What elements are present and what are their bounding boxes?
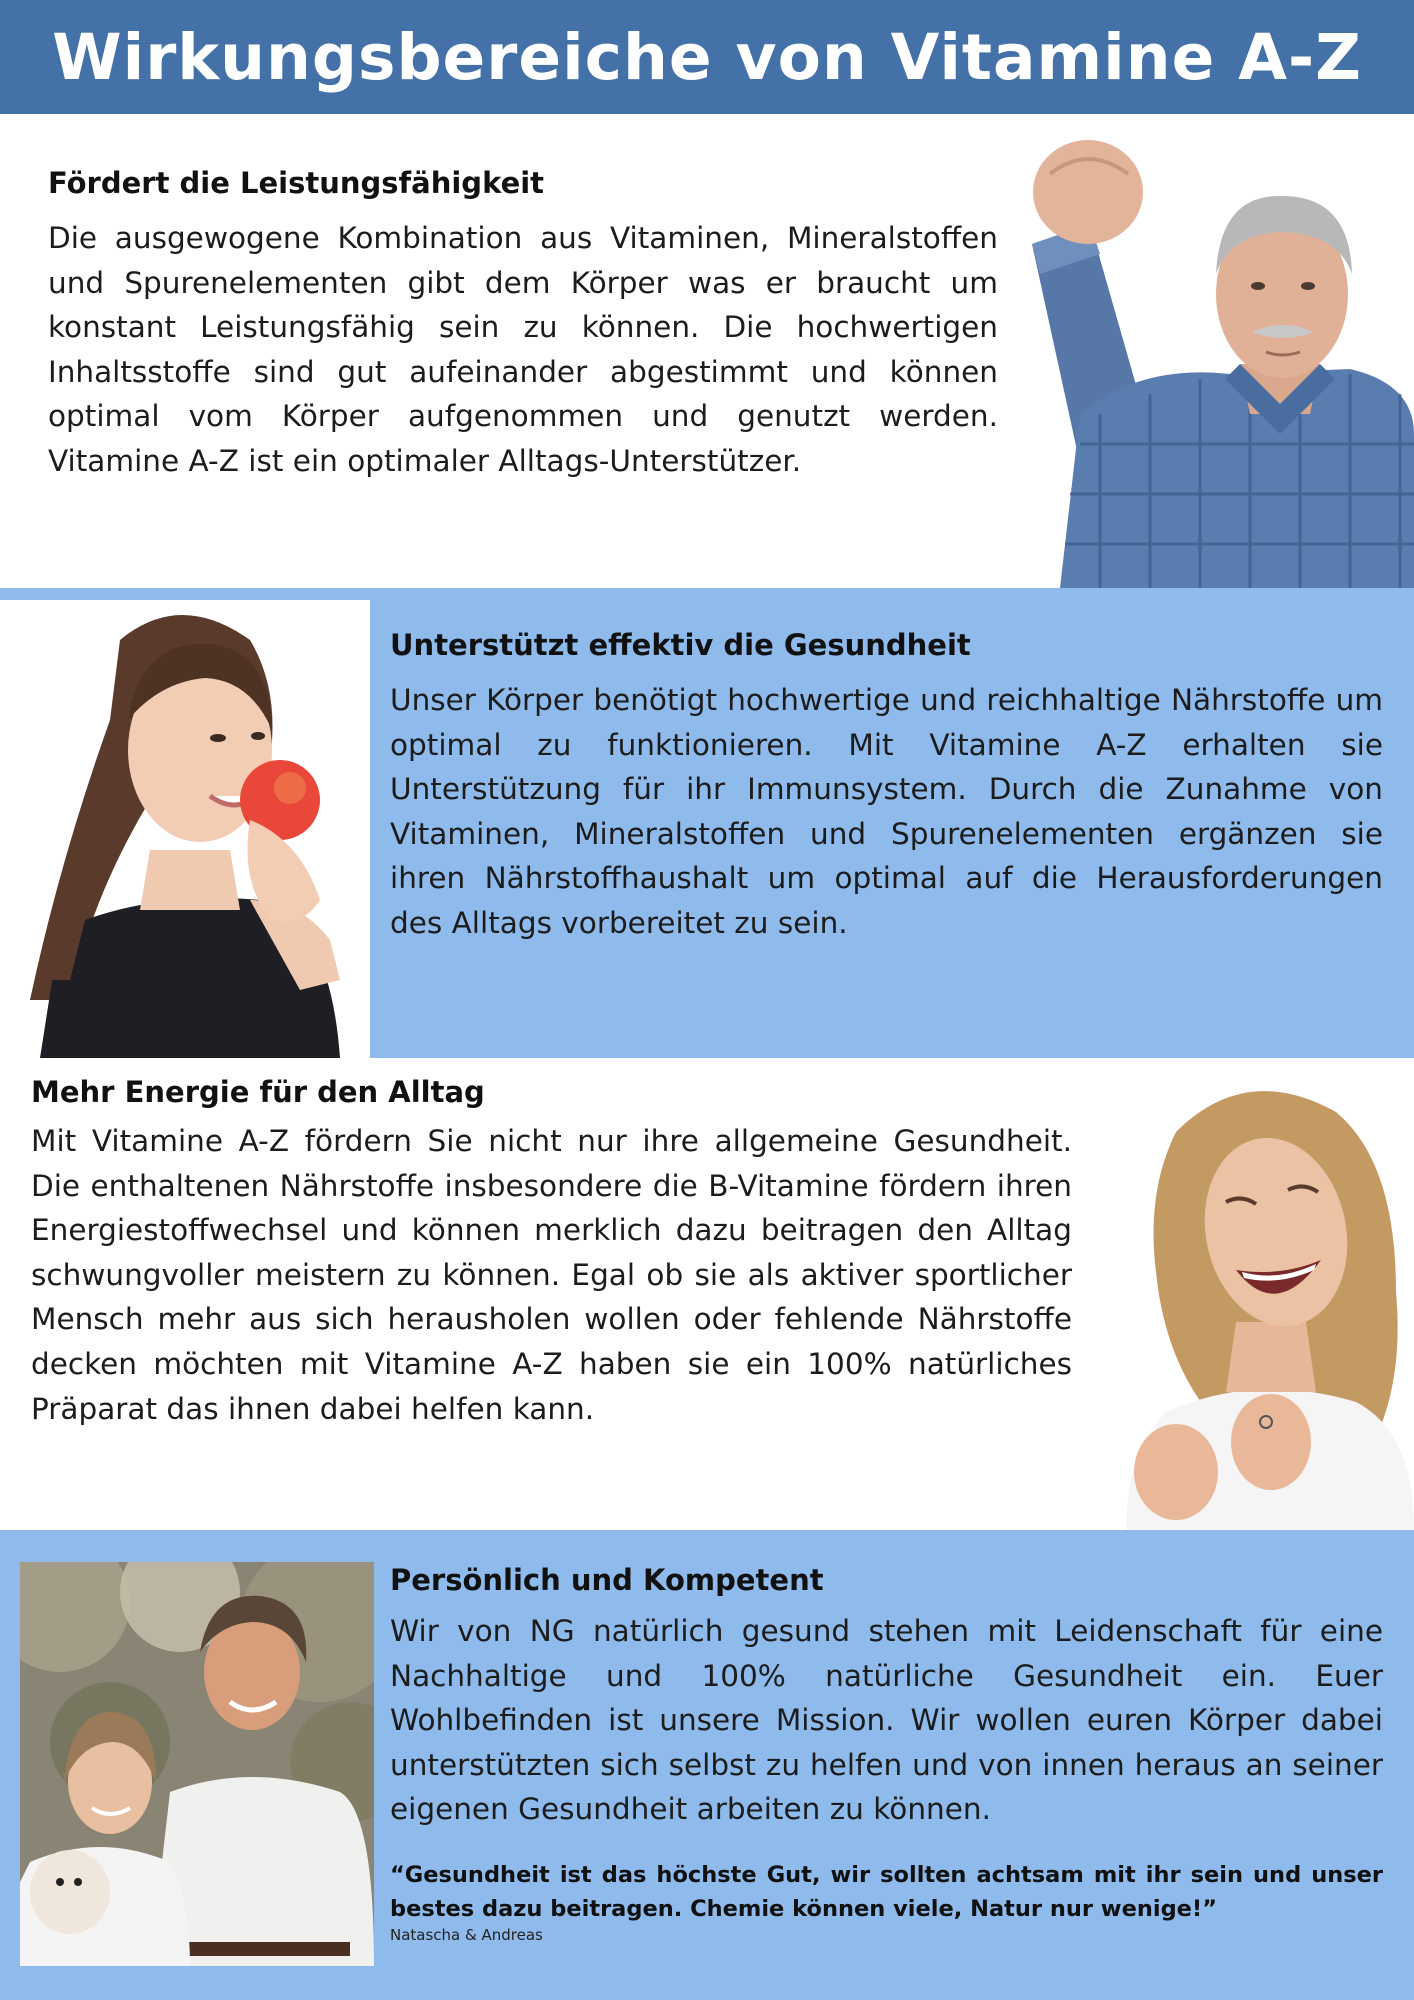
page-title: Wirkungsbereiche von Vitamine A-Z xyxy=(52,20,1362,94)
performance-text-block xyxy=(48,166,998,484)
quote-signature: Natascha & Andreas xyxy=(390,1925,543,1944)
senior-man-illustration xyxy=(1020,134,1414,588)
cheering-woman-photo xyxy=(1106,1072,1414,1530)
health-heading: Unterstützt effektiv die Gesundheit xyxy=(390,628,971,662)
performance-heading: Fördert die Leistungsfähigkeit xyxy=(48,166,545,200)
section-personal xyxy=(0,1530,1414,2000)
section-energy xyxy=(0,1058,1414,1530)
founders-quote: “Gesundheit ist das höchste Gut, wir sollten achtsam mit ihr sein und unser bestes dazu beitragen. Chemie können viele, Natur nur wenige!” xyxy=(390,1861,1383,1922)
personal-heading: Persönlich und Kompetent xyxy=(390,1563,824,1597)
woman-apple-illustration xyxy=(0,600,370,1058)
couple-photo xyxy=(20,1562,374,1966)
couple-illustration xyxy=(20,1562,374,1966)
section-performance xyxy=(0,114,1414,588)
personal-text-block xyxy=(390,1563,1383,1944)
energy-heading: Mehr Energie für den Alltag xyxy=(31,1075,485,1109)
cheering-woman-illustration xyxy=(1106,1072,1414,1530)
energy-body: Mit Vitamine A-Z fördern Sie nicht nur ihre allgemeine Gesundheit. Die enthaltenen Nährstoffe insbesondere die B-Vitamine fördern ihren Energiestoffwechsel und können merklich dazu beitragen den Alltag schwungvoller meistern zu können. Egal ob sie als aktiver sportlicher Mensch mehr aus sich herausholen wollen oder fehlende Nährstoffe decken möchten mit Vitamine A-Z haben sie ein 100% natürliches Präparat das ihnen dabei helfen kann. xyxy=(31,1124,1072,1426)
senior-man-photo xyxy=(1020,134,1414,588)
performance-body: Die ausgewogene Kombination aus Vitaminen, Mineralstoffen und Spurenelementen gibt dem Körper was er braucht um konstant Leistungsfähig sein zu können. Die hochwertigen Inhaltsstoffe sind gut aufeinander abgestimmt und können optimal vom Körper aufgenommen und genutzt werden. Vitamine A-Z ist ein optimaler Alltags-Unterstützer. xyxy=(48,221,998,478)
page-header xyxy=(0,0,1414,114)
health-body: Unser Körper benötigt hochwertige und reichhaltige Nährstoffe um optimal zu funktionieren. Mit Vitamine A-Z erhalten sie Unterstützung für ihr Immunsystem. Durch die Zunahme von Vitaminen, Mineralstoffen und Spurenelementen ergänzen sie ihren Nährstoffhaushalt um optimal auf die Herausforderungen des Alltags vorbereitet zu sein. xyxy=(390,683,1383,940)
energy-text-block xyxy=(31,1075,1072,1431)
woman-apple-photo xyxy=(0,600,370,1058)
health-text-block xyxy=(390,628,1383,946)
personal-body: Wir von NG natürlich gesund stehen mit Leidenschaft für eine Nachhaltige und 100% natürliche Gesundheit ein. Euer Wohlbefinden ist unsere Mission. Wir wollen euren Körper dabei unterstützten sich selbst zu helfen und von innen heraus an seiner eigenen Gesundheit arbeiten zu können. xyxy=(390,1614,1383,1827)
section-health xyxy=(0,588,1414,1058)
